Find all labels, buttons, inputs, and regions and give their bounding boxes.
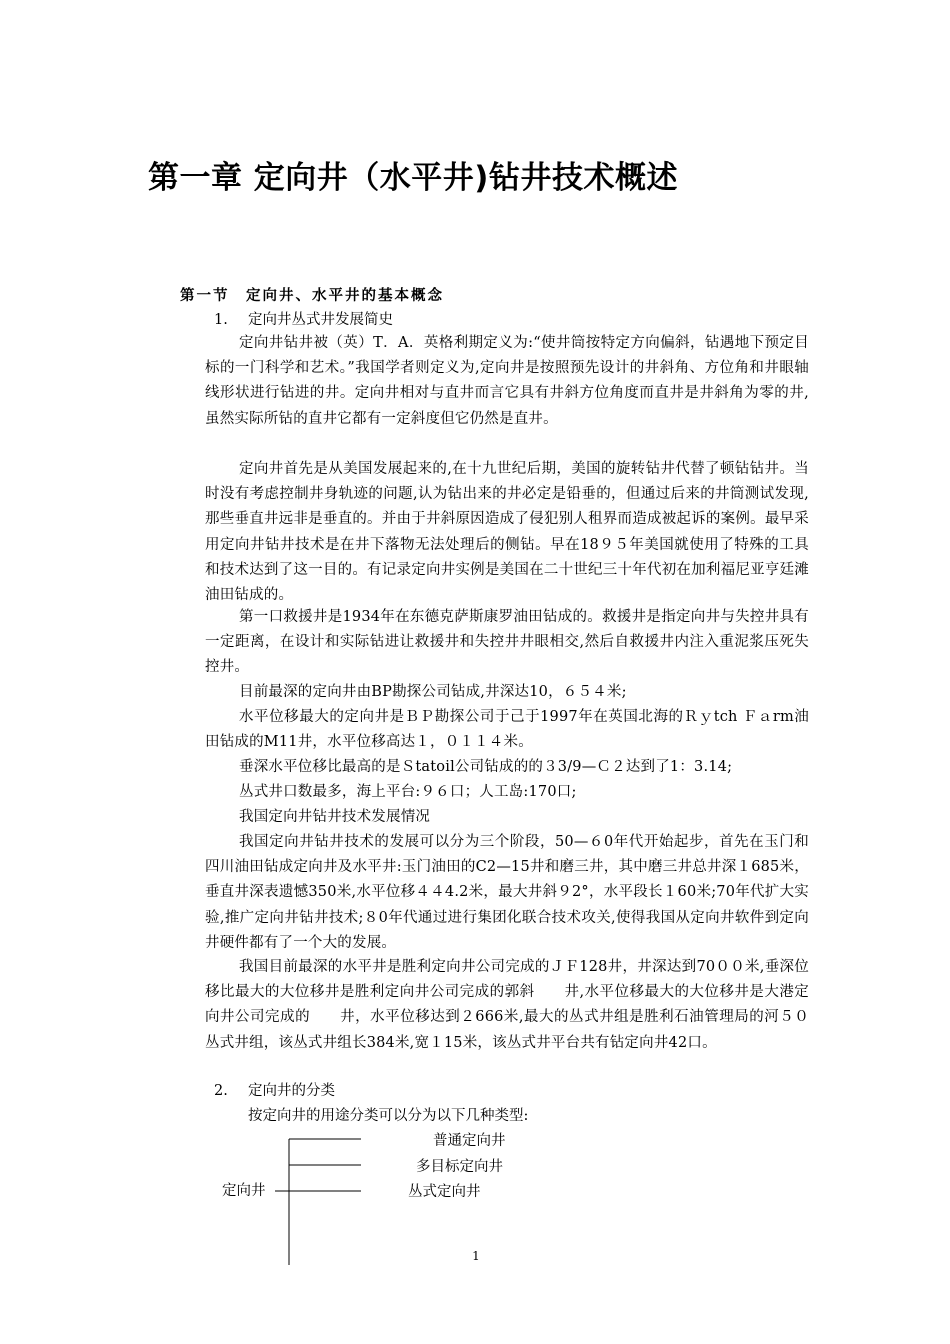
chapter-title: 第一章 定向井（水平井)钻井技术概述: [148, 160, 678, 196]
classification-root: 定向井: [222, 1183, 266, 1199]
paragraph-china-stages: 我国定向井钻井技术的发展可以分为三个阶段，50—６0年代开始起步，首先在玉门和四川油田钻成定向井及水平井:玉门油田的C2—15井和磨三井，其中磨三井总井深１685米，垂直井深表遗憾350米,水平位移４４4.2米，最大井斜９2°，水平段长１60米;70年代扩大实验,推广定向井钻井技术;８0年代通过进行集团化联合技术攻关,使得我国从定向井软件到定向井硬件都有了一个大的发展。: [205, 834, 809, 951]
paragraph-china-heading: 我国定向井钻井技术发展情况: [239, 809, 431, 825]
paragraph-definition: 定向井钻井被（英）T．A．英格利期定义为:“使井筒按特定方向偏斜，钻遇地下预定目标的一门科学和艺术。”我国学者则定义为,定向井是按照预先设计的井斜角、方位角和井眼轴线形状进行钻进的井。定向井相对与直井而言它具有井斜方位角度而直井是井斜角为零的井,虽然实际所钻的直井它都有一定斜度但它仍然是直井。: [205, 335, 809, 427]
paragraph-ratio: 垂深水平位移比最高的是Ｓtatoil公司钻成的的３3/9—Ｃ２达到了1：3.14;: [239, 759, 733, 775]
subsection-heading-2: [214, 1079, 335, 1103]
paragraph-cluster-count: 丛式井口数最多，海上平台:９６口；人工岛:170口;: [239, 784, 577, 800]
subsection-heading-1: [214, 308, 393, 332]
subsection-label: 定向井丛式井发展简史: [248, 312, 393, 328]
classification-intro: 按定向井的用途分类可以分为以下几种类型:: [248, 1108, 529, 1124]
page-number: 1: [472, 1249, 480, 1263]
section-heading: 第一节 定向井、水平井的基本概念: [180, 288, 444, 304]
paragraph-deepest-well: 目前最深的定向井由BP勘探公司钻成,井深达10，６５４米;: [239, 684, 627, 700]
classification-item: 丛式定向井: [408, 1184, 481, 1200]
paragraph-china-records: 我国目前最深的水平井是胜利定向井公司完成的ＪＦ128井，井深达到70００米,垂深位移比最大的大位移井是胜利定向井公司完成的郭斜 井,水平位移最大的大位移井是大港定向井公司完成的 井，水平位移达到２666米,最大的丛式井组是胜利石油管理局的河５０丛式井组，该丛式井组长384米,宽１15米，该丛式井平台共有钻定向井42口。: [205, 959, 809, 1051]
paragraph-max-displacement: 水平位移最大的定向井是ＢＰ勘探公司于己于1997年在英国北海的Ｒｙtch Ｆａrm油田钻成的M11井，水平位移高达１，０１１４米。: [205, 709, 809, 751]
classification-item: 多目标定向井: [416, 1159, 503, 1175]
paragraph-history-usa: 定向井首先是从美国发展起来的,在十九世纪后期，美国的旋转钻井代替了顿钻钻井。当时没有考虑控制井身轨迹的问题,认为钻出来的井必定是铅垂的，但通过后来的井筒测试发现,那些垂直井远非是垂直的。并由于井斜原因造成了侵犯别人租界而造成被起诉的案例。最早采用定向井钻井技术是在井下落物无法处理后的侧钻。早在18９５年美国就使用了特殊的工具和技术达到了这一目的。有记录定向井实例是美国在二十世纪三十年代初在加利福尼亚亨廷滩油田钻成的。: [205, 461, 809, 604]
subsection-number: 1.: [214, 312, 228, 328]
paragraph-relief-well: 第一口救援井是1934年在东德克萨斯康罗油田钻成的。救援井是指定向井与失控井具有一定距离，在设计和实际钻进让救援井和失控井井眼相交,然后自救援井内注入重泥浆压死失控井。: [205, 609, 809, 676]
subsection-number: 2.: [214, 1083, 228, 1099]
classification-item: 普通定向井: [433, 1133, 506, 1149]
subsection-label: 定向井的分类: [248, 1083, 335, 1099]
